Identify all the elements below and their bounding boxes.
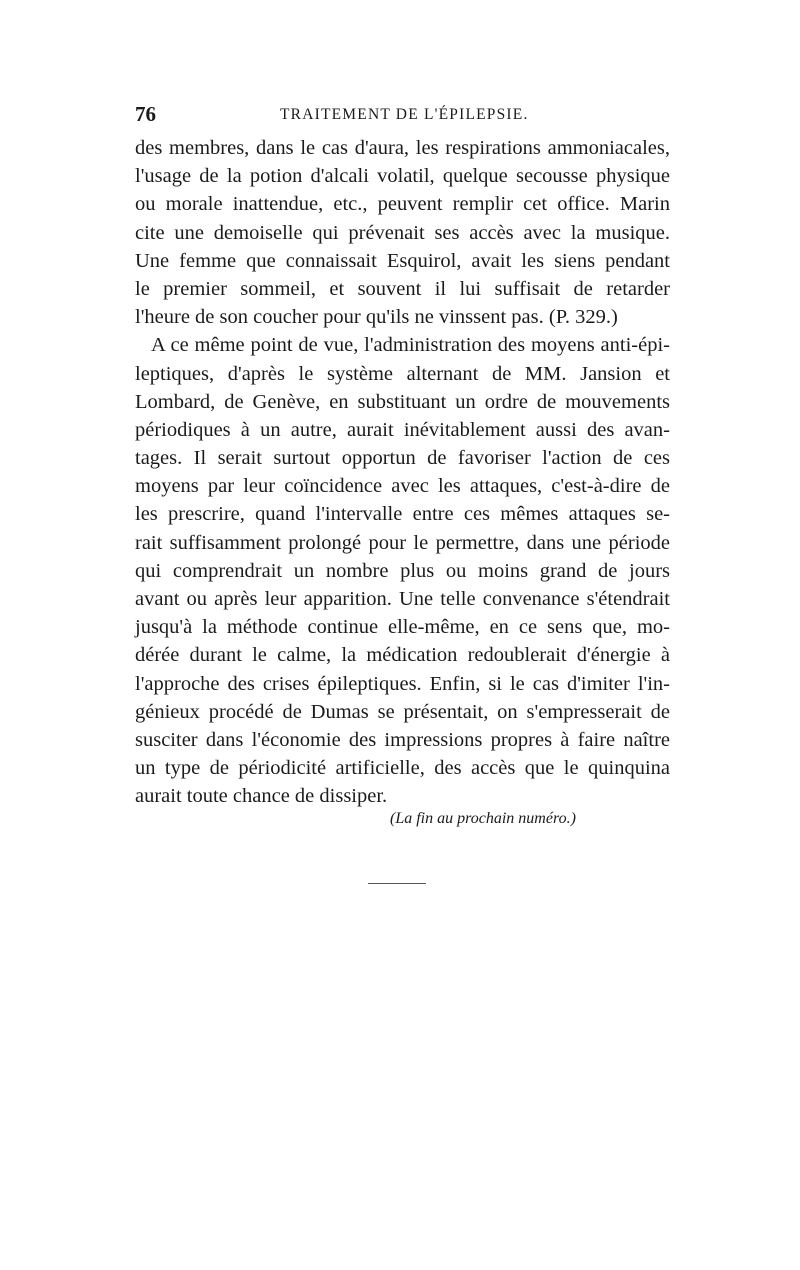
page-number: 76	[135, 102, 156, 126]
text-line: leptiques, d'après le système alternant de MM. Jansion et	[135, 362, 670, 385]
page-header	[135, 100, 670, 132]
text-line: l'usage de la potion d'alcali volatil, quelque secousse physique	[135, 165, 670, 188]
text-line: l'heure de son coucher pour qu'ils ne vinssent pas. (P. 329.)	[135, 306, 618, 329]
text-line: des membres, dans le cas d'aura, les respirations ammoniacales,	[135, 137, 670, 159]
text-line: tages. Il serait surtout opportun de favoriser l'action de ces	[135, 447, 670, 470]
text-line: périodiques à un autre, aurait inévitablement aussi des avan-	[135, 418, 670, 441]
text-line: dérée durant le calme, la médication redoublerait d'énergie à	[135, 644, 670, 667]
text-line: un type de périodicité artificielle, des accès que le quinquina	[135, 757, 670, 780]
text-line: l'approche des crises épileptiques. Enfin, si le cas d'imiter l'in-	[135, 672, 670, 695]
text-line: rait suffisamment prolongé pour le permettre, dans une période	[135, 531, 670, 554]
end-rule	[368, 883, 426, 884]
text-line: les prescrire, quand l'intervalle entre ces mêmes attaques se-	[135, 503, 670, 526]
text-line: Une femme que connaissait Esquirol, avait les siens pendant	[135, 249, 670, 272]
text-line: Lombard, de Genève, en substituant un ordre de mouvements	[135, 390, 670, 413]
text-line: ou morale inattendue, etc., peuvent remplir cet office. Marin	[135, 193, 670, 216]
text-line: moyens par leur coïncidence avec les attaques, c'est-à-dire de	[135, 475, 670, 498]
text-line: avant ou après leur apparition. Une telle convenance s'étendrait	[135, 588, 670, 610]
text-line: qui comprendrait un nombre plus ou moins grand de jours	[135, 559, 670, 582]
body-text	[135, 134, 670, 811]
text-line: génieux procédé de Dumas se présentait, on s'empresserait de	[135, 700, 670, 723]
text-line: le premier sommeil, et souvent il lui suffisait de retarder	[135, 277, 670, 300]
text-line: A ce même point de vue, l'administration des moyens anti-épi-	[151, 334, 670, 357]
text-line: jusqu'à la méthode continue elle-même, en ce sens que, mo-	[135, 616, 670, 639]
text-line: susciter dans l'économie des impressions propres à faire naître	[135, 728, 670, 751]
running-title: TRAITEMENT DE L'ÉPILEPSIE.	[280, 106, 529, 123]
continuation-note: (La fin au prochain numéro.)	[390, 810, 576, 827]
text-line: cite une demoiselle qui prévenait ses accès avec la musique.	[135, 221, 670, 244]
text-line: aurait toute chance de dissiper.	[135, 785, 388, 808]
